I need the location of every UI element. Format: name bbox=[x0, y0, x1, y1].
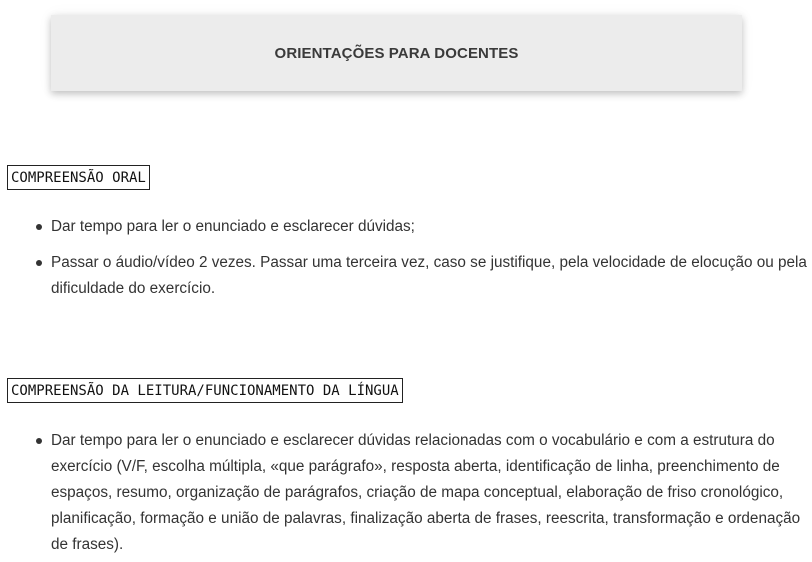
list-item: Dar tempo para ler o enunciado e esclarecer dúvidas relacionadas com o vocabulário e com a estrutura do exercício (V/F, escolha múltipla, «que parágrafo», resposta aberta, identificação de linha, preenchimento de espaços, resumo, organização de parágrafos, criação de mapa conceptual, elaboração de friso cronológico, planificação, formação e união de palavras, finalização aberta de frases, reescrita, transformação e ordenação de frases). bbox=[51, 428, 811, 558]
section-heading-compreensao-oral: COMPREENSÃO ORAL bbox=[7, 165, 150, 190]
page-title: ORIENTAÇÕES PARA DOCENTES bbox=[274, 44, 519, 62]
list-item: Passar o áudio/vídeo 2 vezes. Passar uma terceira vez, caso se justifique, pela velocidade de elocução ou pela dificuldade do exercício. bbox=[51, 250, 811, 302]
bullet-list-oral bbox=[32, 214, 811, 312]
bullet-list-leitura bbox=[32, 428, 811, 562]
list-item: Dar tempo para ler o enunciado e esclarecer dúvidas; bbox=[51, 214, 811, 240]
section-heading-compreensao-leitura: COMPREENSÃO DA LEITURA/FUNCIONAMENTO DA LÍNGUA bbox=[7, 378, 403, 403]
header-banner bbox=[51, 15, 742, 91]
